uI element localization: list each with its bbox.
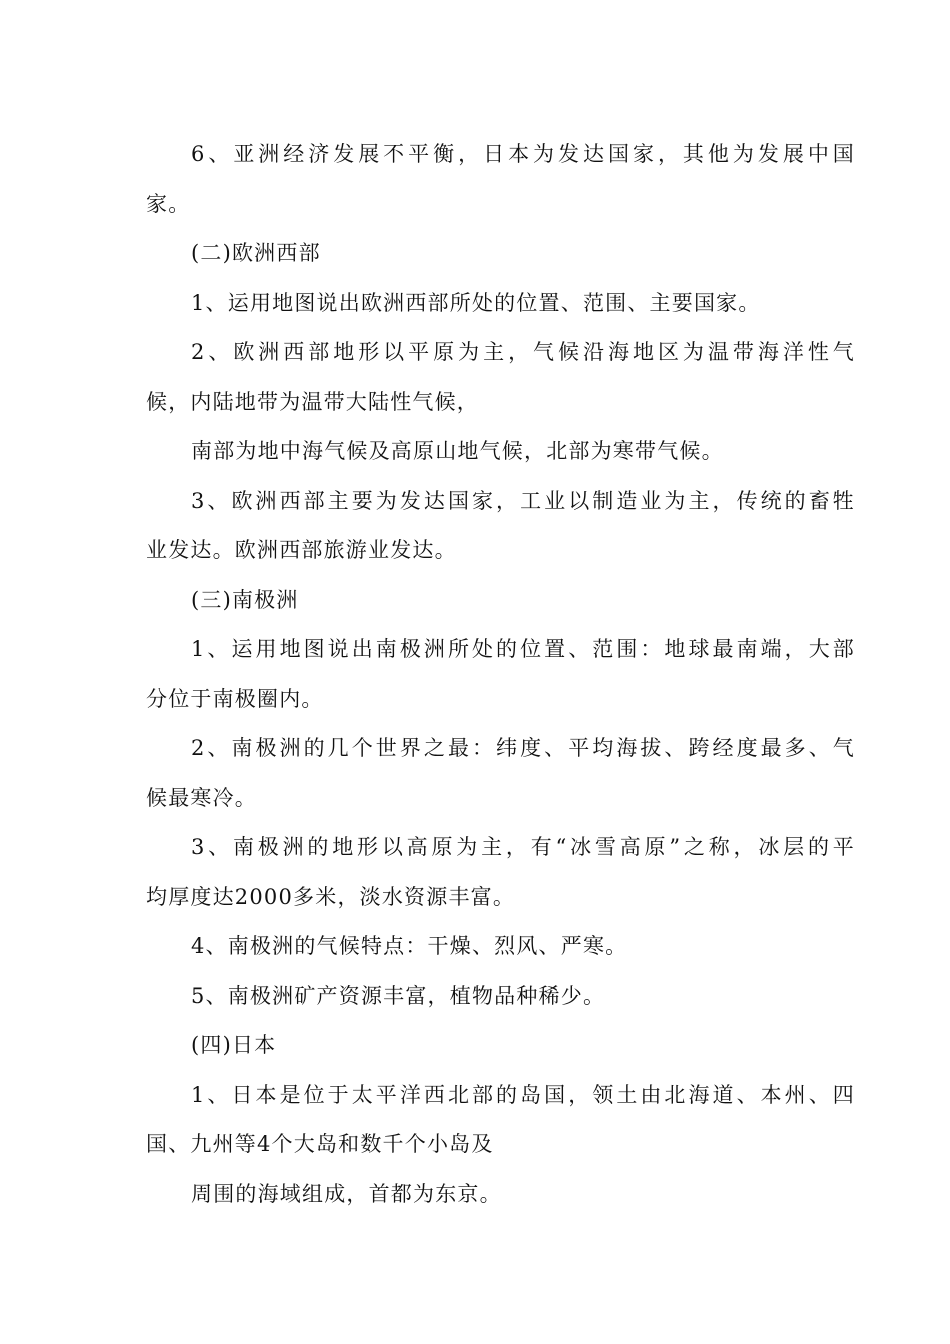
paragraph-line: 均厚度达2000多米，淡水资源丰富。 [146, 884, 516, 909]
paragraph-line: 分位于南极圈内。 [146, 686, 324, 711]
paragraph-line: 南部为地中海气候及高原山地气候，北部为寒带气候。 [191, 439, 724, 463]
paragraph-line: 周围的海域组成，首都为东京。 [191, 1181, 502, 1206]
paragraph-line: 3、南极洲的地形以高原为主，有“冰雪高原”之称，冰层的平 [191, 835, 855, 859]
paragraph-line: 5、南极洲矿产资源丰富，植物品种稀少。 [191, 983, 606, 1008]
paragraph-line: 国、九州等4个大岛和数千个小岛及 [146, 1132, 494, 1156]
section-heading: (四)日本 [191, 1033, 277, 1057]
paragraph-line: 2、南极洲的几个世界之最：纬度、平均海拔、跨经度最多、气 [191, 736, 855, 760]
paragraph-line: 候最寒冷。 [146, 785, 257, 810]
paragraph-line: 家。 [146, 191, 191, 216]
section-heading: (三)南极洲 [191, 587, 299, 612]
paragraph-line: 业发达。欧洲西部旅游业发达。 [146, 538, 457, 562]
document-body [146, 130, 855, 1219]
paragraph-line: 4、南极洲的气候特点：干燥、烈风、严寒。 [191, 934, 628, 958]
paragraph-line: 候，内陆地带为温带大陆性气候， [146, 389, 479, 414]
paragraph-line: 1、运用地图说出欧洲西部所处的位置、范围、主要国家。 [191, 290, 761, 315]
paragraph-line: 3、欧洲西部主要为发达国家，工业以制造业为主，传统的畜牲 [191, 488, 855, 513]
paragraph-line: 6、亚洲经济发展不平衡，日本为发达国家，其他为发展中国 [191, 142, 855, 166]
paragraph-line: 1、运用地图说出南极洲所处的位置、范围：地球最南端，大部 [191, 637, 855, 661]
section-heading: (二)欧洲西部 [191, 241, 321, 265]
paragraph-line: 2、欧洲西部地形以平原为主，气候沿海地区为温带海洋性气 [191, 340, 855, 364]
paragraph-line: 1、日本是位于太平洋西北部的岛国，领土由北海道、本州、四 [191, 1082, 855, 1107]
